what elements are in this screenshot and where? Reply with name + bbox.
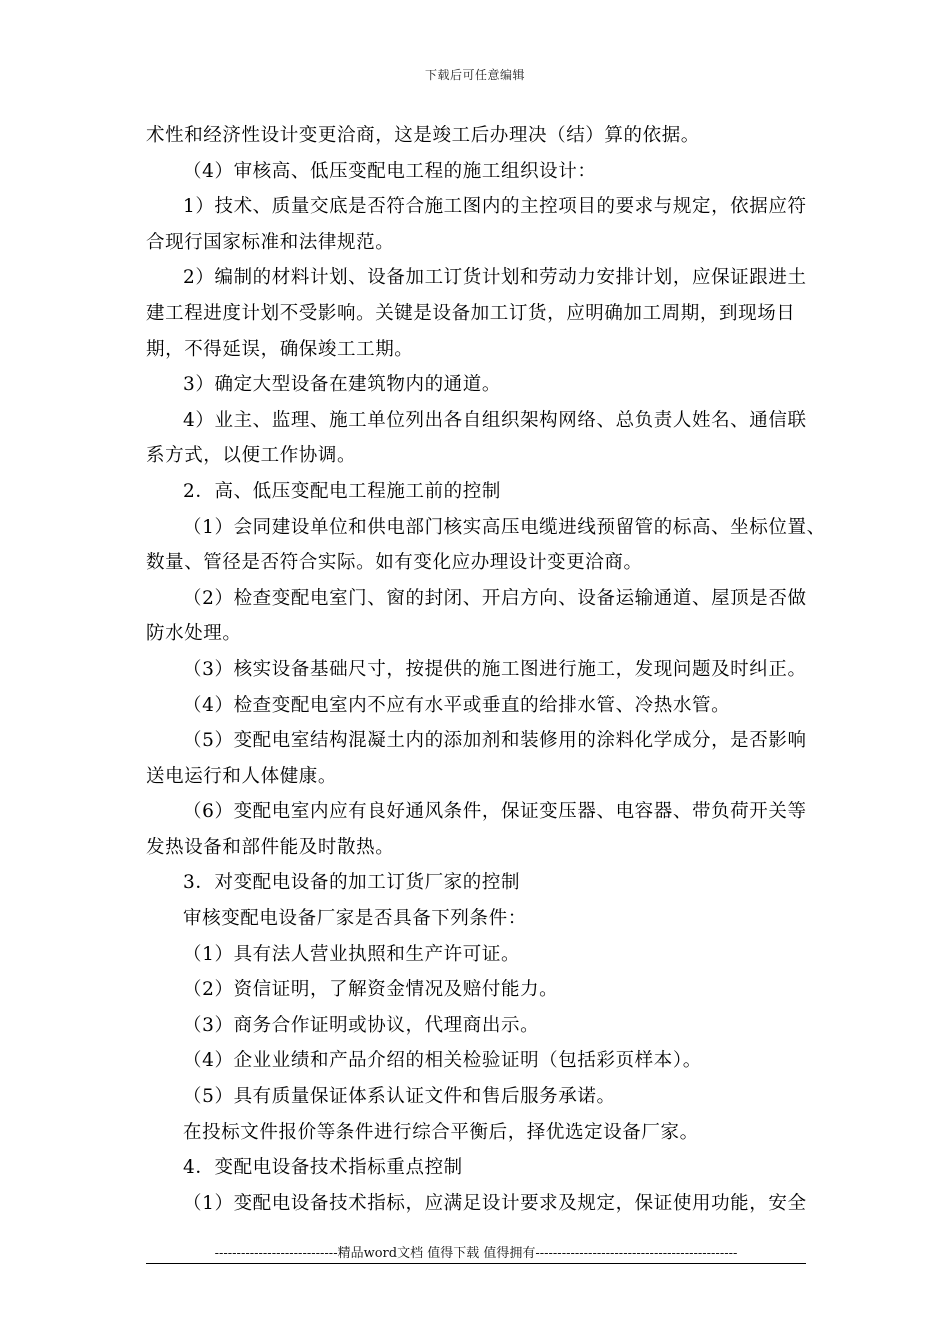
text-line: 4．变配电设备技术指标重点控制 bbox=[183, 1157, 463, 1179]
text-line: 发热设备和部件能及时散热。 bbox=[146, 836, 395, 858]
text-line: 1）技术、质量交底是否符合施工图内的主控项目的要求与规定，依据应符 bbox=[183, 196, 807, 218]
text-line: （4）企业业绩和产品介绍的相关检验证明（包括彩页样本）。 bbox=[183, 1050, 702, 1072]
page-footer: ----------------------------精品word文档 值得下载 值得拥有---------------------------------------------- bbox=[214, 1246, 738, 1261]
text-line: 审核变配电设备厂家是否具备下列条件： bbox=[183, 908, 527, 930]
text-line: （1）会同建设单位和供电部门核实高压电缆进线预留管的标高、坐标位置、 bbox=[183, 516, 826, 538]
text-line: 2．高、低压变配电工程施工前的控制 bbox=[183, 480, 501, 502]
text-line: 2）编制的材料计划、设备加工订货计划和劳动力安排计划，应保证跟进土 bbox=[183, 267, 807, 289]
text-line: 4）业主、监理、施工单位列出各自组织架构网络、总负责人姓名、通信联 bbox=[183, 409, 807, 431]
text-line: 3）确定大型设备在建筑物内的通道。 bbox=[183, 374, 501, 396]
text-line: （1）变配电设备技术指标，应满足设计要求及规定，保证使用功能，安全 bbox=[183, 1192, 807, 1214]
text-line: 数量、管径是否符合实际。如有变化应办理设计变更洽商。 bbox=[146, 552, 643, 574]
text-line: （4）审核高、低压变配电工程的施工组织设计： bbox=[183, 160, 597, 182]
document-body bbox=[146, 118, 836, 1221]
text-line: （6）变配电室内应有良好通风条件，保证变压器、电容器、带负荷开关等 bbox=[183, 801, 807, 823]
text-line: （3）核实设备基础尺寸，按提供的施工图进行施工，发现问题及时纠正。 bbox=[183, 658, 807, 680]
text-line: （4）检查变配电室内不应有水平或垂直的给排水管、冷热水管。 bbox=[183, 694, 731, 716]
text-line: （2）资信证明，了解资金情况及赔付能力。 bbox=[183, 979, 559, 1001]
text-line: 期，不得延误，确保竣工工期。 bbox=[146, 338, 414, 360]
text-line: 防水处理。 bbox=[146, 623, 242, 645]
footer-divider bbox=[146, 1263, 806, 1264]
text-line: 术性和经济性设计变更洽商，这是竣工后办理决（结）算的依据。 bbox=[146, 125, 700, 146]
text-line: 合现行国家标准和法律规范。 bbox=[146, 231, 395, 253]
text-line: （2）检查变配电室门、窗的封闭、开启方向、设备运输通道、屋顶是否做 bbox=[183, 587, 807, 609]
text-line: 在投标文件报价等条件进行综合平衡后，择优选定设备厂家。 bbox=[183, 1121, 699, 1143]
text-line: （5）具有质量保证体系认证文件和售后服务承诺。 bbox=[183, 1086, 616, 1108]
text-line: 建工程进度计划不受影响。关键是设备加工订货，应明确加工周期，到现场日 bbox=[146, 302, 796, 324]
text-line: 系方式，以便工作协调。 bbox=[146, 445, 357, 467]
text-line: 3．对变配电设备的加工订货厂家的控制 bbox=[183, 872, 521, 894]
text-line: （3）商务合作证明或协议，代理商出示。 bbox=[183, 1014, 540, 1036]
page-header: 下载后可任意编辑 bbox=[424, 68, 525, 82]
text-line: （5）变配电室结构混凝土内的添加剂和装修用的涂料化学成分，是否影响 bbox=[183, 730, 807, 752]
text-line: 送电运行和人体健康。 bbox=[146, 765, 338, 787]
text-line: （1）具有法人营业执照和生产许可证。 bbox=[183, 943, 521, 965]
